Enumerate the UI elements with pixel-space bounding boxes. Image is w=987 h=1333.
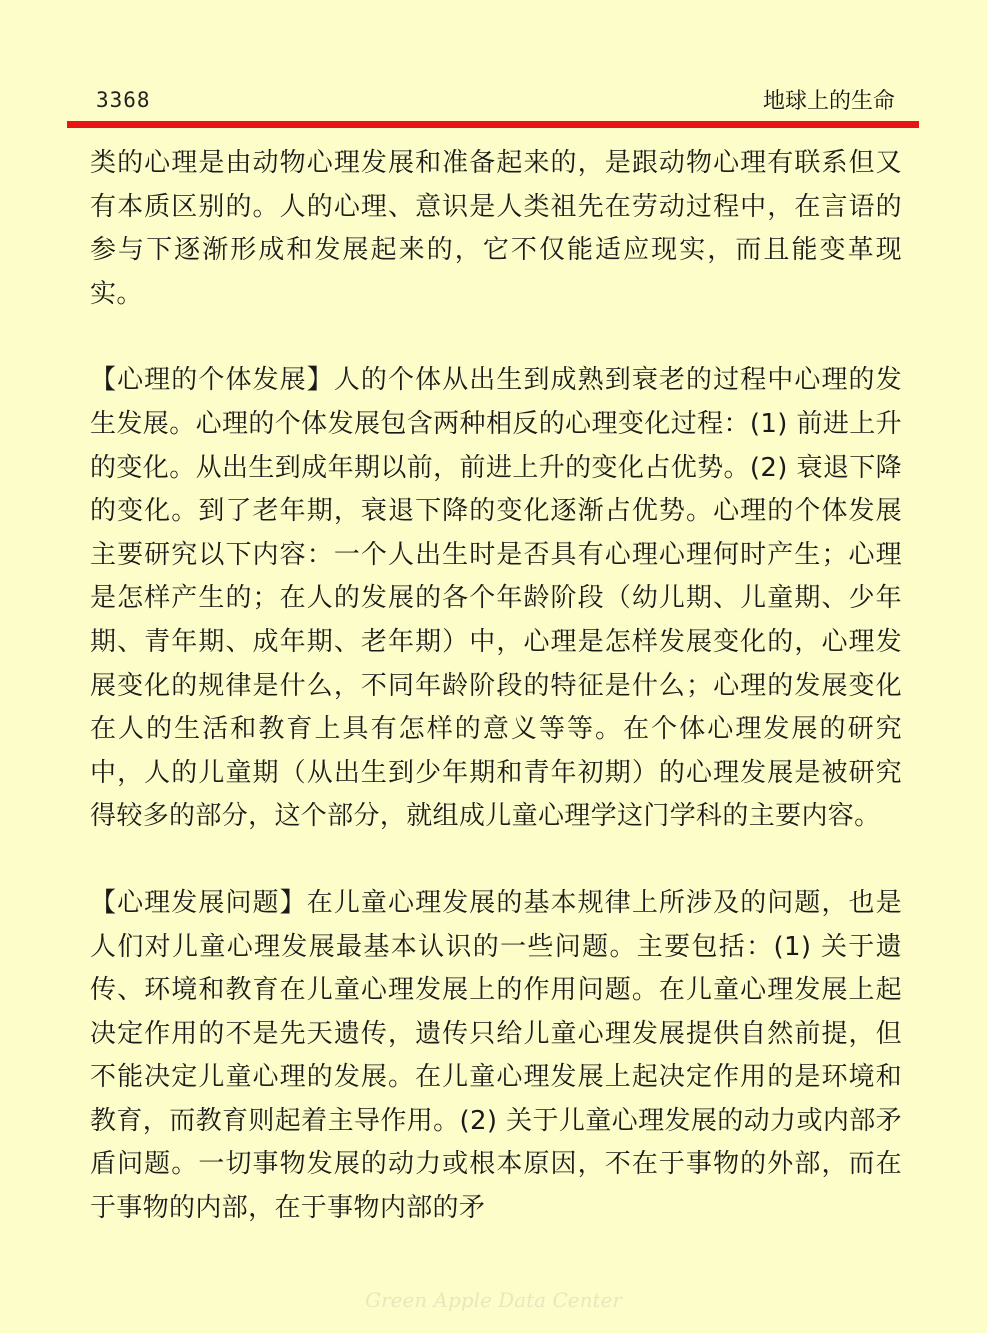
paragraph-continuation <box>90 142 902 316</box>
paragraph-text: 在儿童心理发展的基本规律上所涉及的问题，也是人们对儿童心理发展最基本认识的一些问题。主要包括：(1) 关于遗传、环境和教育在儿童心理发展上的作用问题。在儿童心理发展上起决定作用的不是先天遗传，遗传只给儿童心理发展提供自然前提，但不能决定儿童心理的发展。在儿童心理发展上起决定作用的是环境和教育，而教育则起着主导作用。(2) 关于儿童心理发展的动力或内部矛盾问题。一切事物发展的动力或根本原因，不在于事物的外部，而在于事物的内部，在于事物内部的矛 <box>90 887 902 1224</box>
entry-term: 【心理的个体发展】 <box>90 365 334 396</box>
footer-watermark: Green Apple Data Center <box>365 1288 622 1312</box>
page-header <box>0 0 987 130</box>
entry-term: 【心理发展问题】 <box>90 887 307 918</box>
paragraph-text: 类的心理是由动物心理发展和准备起来的，是跟动物心理有联系但又有本质区别的。人的心理、意识是人类祖先在劳动过程中，在言语的参与下逐渐形成和发展起来的，它不仅能适应现实，而且能变革现实。 <box>90 148 902 309</box>
header-rule <box>67 121 919 128</box>
entry-individual-development <box>90 359 902 839</box>
body-text <box>90 142 902 1231</box>
running-title: 地球上的生命 <box>762 89 895 114</box>
entry-development-issues <box>90 882 902 1231</box>
paragraph-text: 人的个体从出生到成熟到衰老的过程中心理的发生发展。心理的个体发展包含两种相反的心理变化过程：(1) 前进上升的变化。从出生到成年期以前，前进上升的变化占优势。(2) 衰退下降的变化。到了老年期，衰退下降的变化逐渐占优势。心理的个体发展主要研究以下内容：一个人出生时是否具有心理心理何时产生；心理是怎样产生的；在人的发展的各个年龄阶段（幼儿期、儿童期、少年期、青年期、成年期、老年期）中，心理是怎样发展变化的，心理发展变化的规律是什么，不同年龄阶段的特征是什么；心理的发展变化在人的生活和教育上具有怎样的意义等等。在个体心理发展的研究中，人的儿童期（从出生到少年期和青年初期）的心理发展是被研究得较多的部分，这个部分，就组成儿童心理学这门学科的主要内容。 <box>90 365 902 832</box>
page-number: 3368 <box>96 88 151 112</box>
